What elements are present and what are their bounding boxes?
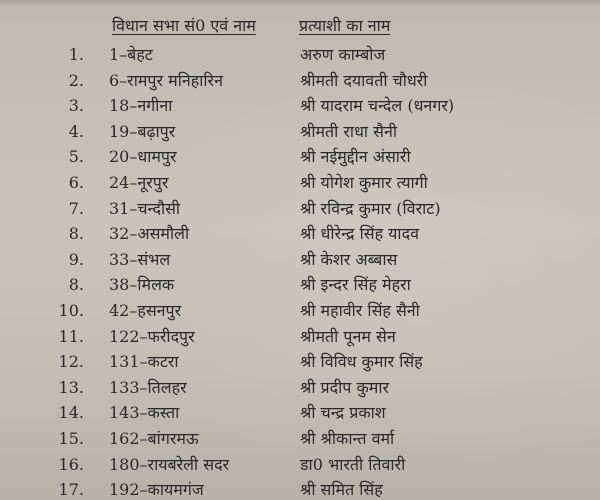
table-row (0, 454, 600, 480)
serial-number: 11. (58, 326, 84, 346)
candidate-name: श्रीमती राधा सैनी (300, 121, 397, 141)
constituency-column-header: विधान सभा सं0 एवं नाम (112, 16, 256, 35)
serial-number: 8. (68, 224, 84, 244)
table-row (0, 402, 600, 428)
table-row (0, 70, 600, 96)
candidate-name: श्री केशर अब्बास (300, 249, 398, 269)
table-row (0, 351, 600, 377)
table-row (0, 44, 600, 70)
constituency-name: 133–तिलहर (109, 377, 187, 397)
table-row (0, 198, 600, 224)
serial-number: 4. (68, 121, 84, 141)
candidate-name: श्री योगेश कुमार त्यागी (300, 172, 428, 192)
table-row (0, 172, 600, 198)
candidate-name: अरुण काम्बोज (300, 45, 386, 64)
serial-number: 17. (58, 480, 84, 500)
constituency-name: 19–बढ़ापुर (109, 121, 176, 141)
table-row (0, 121, 600, 147)
constituency-name: 32–असमौली (109, 224, 190, 244)
constituency-name: 24–नूरपुर (109, 172, 169, 192)
constituency-name: 122–फरीदपुर (109, 326, 195, 346)
constituency-name: 20–धामपुर (109, 147, 177, 167)
serial-number: 16. (58, 454, 84, 474)
constituency-name: 31–चन्दौसी (109, 198, 181, 218)
candidate-list (0, 44, 600, 500)
candidate-name: श्री महावीर सिंह सैनी (300, 300, 420, 320)
serial-number: 15. (58, 428, 84, 448)
candidate-name: श्रीमती पूनम सेन (300, 326, 396, 346)
constituency-name: 162–बांगरमऊ (109, 428, 199, 448)
serial-number: 10. (58, 300, 84, 320)
candidate-name: श्री धीरेन्द्र सिंह यादव (300, 224, 419, 244)
serial-number: 7. (68, 198, 84, 218)
candidate-name: श्री श्रीकान्त वर्मा (300, 428, 395, 448)
candidate-name: श्री चन्द्र प्रकाश (300, 403, 386, 423)
candidate-name: श्री इन्दर सिंह मेहरा (300, 275, 411, 295)
table-row (0, 300, 600, 326)
serial-number: 8. (68, 275, 84, 295)
constituency-name: 42–हसनपुर (109, 300, 182, 320)
serial-number: 6. (68, 172, 84, 192)
candidate-name: श्री विविध कुमार सिंह (300, 352, 423, 372)
constituency-name: 1–बेहट (109, 45, 153, 64)
table-row (0, 95, 600, 121)
table-row (0, 428, 600, 454)
candidate-name: श्री रविन्द्र कुमार (विराट) (300, 198, 441, 218)
table-header (0, 8, 600, 42)
candidate-name: श्री समित सिंह (300, 480, 383, 500)
serial-number: 3. (68, 96, 84, 116)
constituency-name: 18–नगीना (109, 96, 173, 116)
table-row (0, 377, 600, 403)
page-top-shadow (0, 0, 600, 6)
table-row (0, 146, 600, 172)
serial-number: 1. (68, 45, 84, 64)
serial-number: 9. (68, 249, 84, 269)
constituency-name: 131–कटरा (109, 352, 179, 372)
constituency-name: 143–कस्ता (109, 403, 180, 423)
serial-number: 5. (68, 147, 84, 167)
candidate-column-header: प्रत्याशी का नाम (299, 16, 391, 35)
table-row (0, 479, 600, 500)
candidate-name: श्री यादराम चन्देल (धनगर) (300, 96, 455, 116)
constituency-name: 38–मिलक (109, 275, 175, 295)
serial-number: 14. (58, 403, 84, 423)
candidate-name: डा0 भारती तिवारी (300, 454, 406, 474)
constituency-name: 6–रामपुर मनिहारिन (109, 70, 223, 90)
serial-number: 13. (58, 377, 84, 397)
candidate-name: श्री नईमुद्दीन अंसारी (300, 147, 411, 167)
constituency-name: 33–संभल (109, 249, 171, 269)
candidate-name: श्रीमती दयावती चौधरी (300, 70, 428, 90)
table-row (0, 274, 600, 300)
candidate-name: श्री प्रदीप कुमार (300, 377, 390, 397)
table-row (0, 326, 600, 352)
serial-number: 2. (68, 70, 84, 90)
table-row (0, 223, 600, 249)
table-row (0, 249, 600, 275)
serial-number: 12. (58, 352, 84, 372)
constituency-name: 180–रायबरेली सदर (109, 454, 230, 474)
constituency-name: 192–कायमगंज (109, 480, 204, 500)
